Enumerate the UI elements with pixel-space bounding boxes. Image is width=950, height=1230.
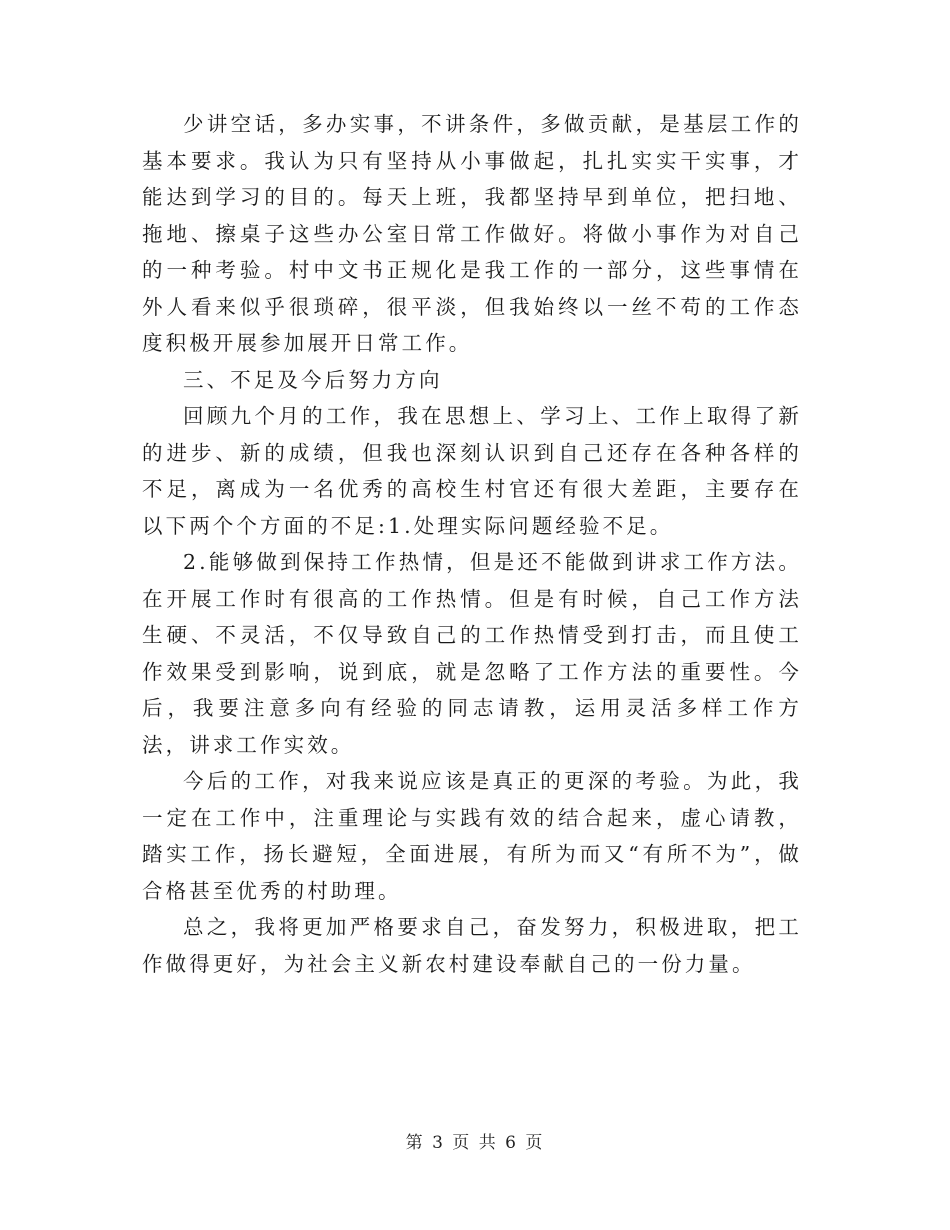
paragraph-conclusion: 总之，我将更加严格要求自己，奋发努力，积极进取，把工作做得更好，为社会主义新农村建设奉献自己的一份力量。 bbox=[142, 915, 802, 976]
section-heading-shortcomings: 三、不足及今后努力方向 bbox=[183, 367, 443, 392]
paragraph-basic-requirements: 少讲空话，多办实事，不讲条件，多做贡献，是基层工作的基本要求。我认为只有坚持从小事做起，扎扎实实干实事，才能达到学习的目的。每天上班，我都坚持早到单位，把扫地、拖地、擦桌子这些办公室日常工作做好。将做小事作为对自己的一种考验。村中文书正规化是我工作的一部分，这些事情在外人看来似乎很琐碎，很平淡，但我始终以一丝不苟的工作态度积极开展参加展开日常工作。 bbox=[142, 112, 802, 355]
paragraph-future-work: 今后的工作，对我来说应该是真正的更深的考验。为此，我一定在工作中，注重理论与实践有效的结合起来，虚心请教，踏实工作，扬长避短，全面进展，有所为而又“有所不为”，做合格甚至优秀的村助理。 bbox=[142, 769, 802, 903]
paragraph-review: 回顾九个月的工作，我在思想上、学习上、工作上取得了新的进步、新的成绩，但我也深刻认识到自己还存在各种各样的不足，离成为一名优秀的高校生村官还有很大差距，主要存在以下两个个方面的不足:1.处理实际问题经验不足。 bbox=[142, 404, 802, 538]
paragraph-work-method: 2.能够做到保持工作热情，但是还不能做到讲求工作方法。在开展工作时有很高的工作热情。但是有时候，自己工作方法生硬、不灵活，不仅导致自己的工作热情受到打击，而且使工作效果受到影响，说到底，就是忽略了工作方法的重要性。今后，我要注意多向有经验的同志请教，运用灵活多样工作方法，讲求工作实效。 bbox=[142, 550, 802, 757]
page-number-footer: 第 3 页 共 6 页 bbox=[405, 1133, 545, 1153]
document-body bbox=[142, 106, 802, 982]
